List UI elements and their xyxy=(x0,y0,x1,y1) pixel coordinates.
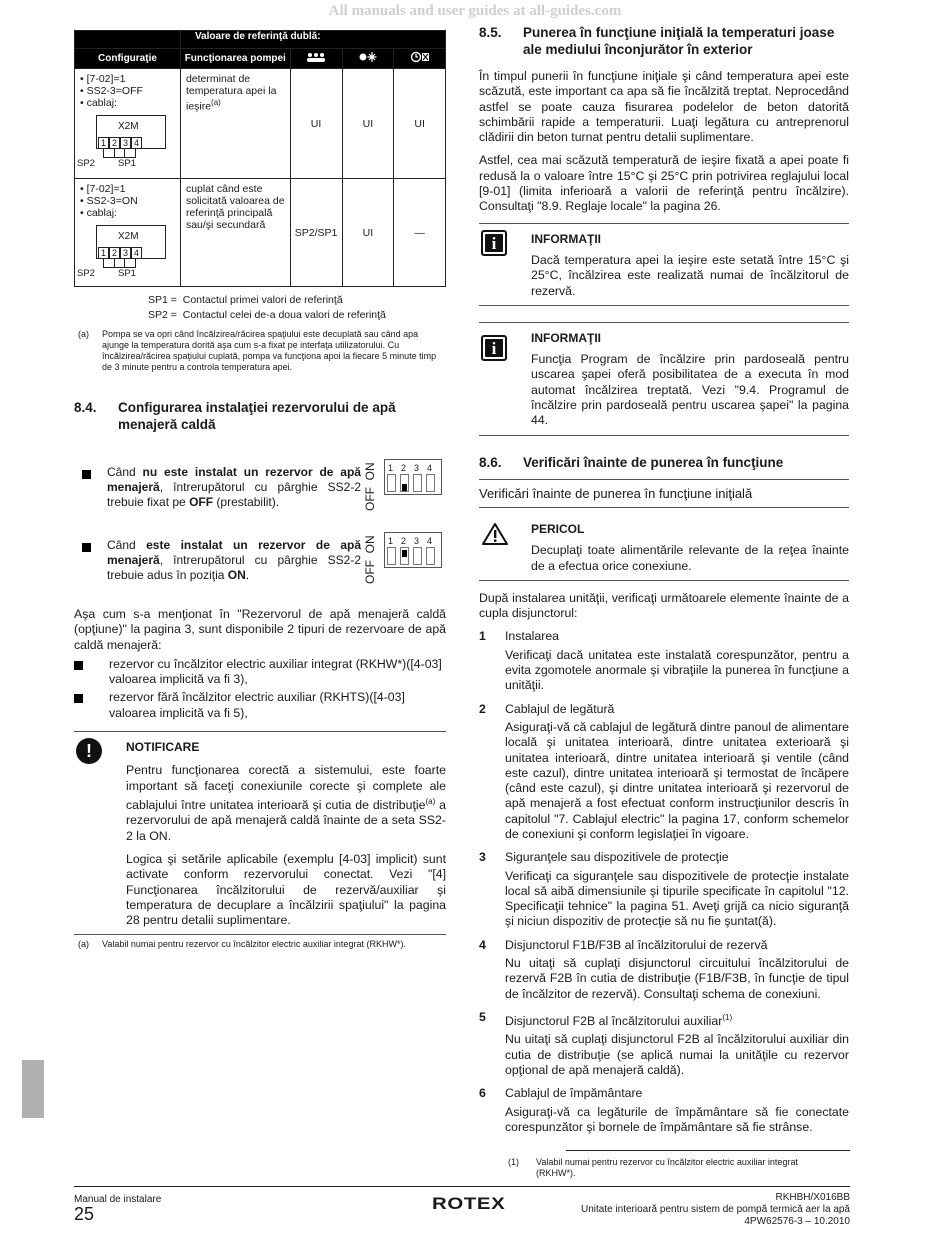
sp-legend: SP1 = Contactul primei valori de referinţă SP2 = Contactul celei de-a doua valori de referinţă xyxy=(148,294,386,321)
notice-box: ! NOTIFICARE Pentru funcţionarea corectă a sistemului, este foarte important să faceţi conexiunile corecte şi complete ale cablajului între unitatea interioară şi cutia de distribuţie$^{(a)}$ a rezervorului de apă menajeră caldă înainte de a seta SS2-2 la ON. Logica şi setările aplicabile (exemplu [4-03] implicit) sunt activate conform rezervorului conectat. Vezi "[4] Funcţionarea încălzitorului de rezervă/auxiliar şi temperatura de decuplare a încălzirii spaţiului" la pagina 28 pentru detalii suplimentare. xyxy=(74,731,446,935)
tank-intro: Aşa cum s-a menţionat în "Rezervorul de apă menajeră caldă (opţiune)" la pagina 3, sunt disponibile 2 tipuri de rezervoare de apă caldă menajeră: xyxy=(74,607,446,652)
right-footnote: (1) Valabil numai pentru rezervor cu încălzitor electric auxiliar integrat (RKHW*). xyxy=(566,1150,850,1179)
list-item: 1 Instalarea Verificaţi dacă unitatea este instalată corespunzător, pentru a evita zgomotele anormale şi vibraţiile la punerea în funcţiune a unităţii. xyxy=(479,629,849,693)
tank-types-list xyxy=(74,657,446,721)
list-item: 5 Disjunctorul F2B al încălzitorului auxiliar$^{(1)}$ Nu uitaţi să cuplaţi disjunctorul F2B al încălzitorului auxiliar din cutia de distribuţie (se aplică numai la unităţile cu rezervor opţional de apă menajeră caldă). xyxy=(479,1009,849,1077)
danger-box: PERICOL Decuplaţi toate alimentările relevante de la reţea înainte de a efectua orice conexiune. xyxy=(479,516,849,581)
info-icon: i xyxy=(481,335,507,361)
section-8-4-heading: 8.4. Configurarea instalaţiei rezervorului de apă menajeră caldă xyxy=(74,400,396,432)
info-box-2: i INFORMAŢII Funcţia Program de încălzire prin pardoseală pentru uscarea şapei oferă posibilitatea de a executa în mod automat încălzirea treptată. Vezi "9.4. Programul de încălzire prin pardoseală pentru uscarea şapei" la pagina 44. xyxy=(479,322,849,436)
list-item: 3 Siguranţele sau dispozitivele de protecţie Verificaţi ca siguranţele sau dispozitivele de protecţie instalate local să aibă dimensiunile şi tipurile specificate în capitolul "12. Specificaţii tehnice" la pagina 51. Aveţi grijă ca nicio siguranţă şi niciun dispozitiv de protecţie să nu fie şuntat(ă). xyxy=(479,850,849,929)
dip-switch-off: OFF ON 1 2 3 4 xyxy=(364,459,444,507)
col-config: Configuraţie xyxy=(75,49,181,69)
page-tab-marker xyxy=(22,1060,44,1118)
list-item: 4 Disjunctorul F1B/F3B al încălzitorului de rezervă Nu uitaţi să cuplaţi disjunctorul circuitului încălzitorului de rezervă F2B în cutia de distribuţie (F1B/F3B, în funcţie de tipul de încălzitor de rezervă). Consultaţi schema de conexiuni. xyxy=(479,937,849,1001)
list-item: 2 Cablajul de legătură Asiguraţi-vă că cablajul de legătură dintre panoul de alimentare locală şi unitatea interioară, dintre unitatea exterioară şi unitatea interioară, dintre unitatea interioară şi ventile (când este cazul), dintre unitatea interioară şi termostat de încăpere (când este cazul), şi dintre unitatea interioară şi rezervorul de apă menajeră a fost efectuat conform instrucţiunilor descris în capitolul "7. Cablajul electric" la pagina 17, conform schemelor de conexiuni şi conform legislaţiei în vigoare. xyxy=(479,701,849,841)
sun-snow-icon xyxy=(358,51,378,63)
config-table: Valoare de referinţă dublă: Configuraţie Funcţionarea pompei • [7-02]=1 • SS2-3=OFF • cablaj: X2M 1 2 3 4 SP2 SP1 determinat de temperatura apei la ieşire$^{(a)}$ UI UI UI • [7-02]=1 • SS2-3=ON • cablaj: X2M 1 2 3 4 SP2 SP1 cuplat când este solicitată valoarea de referinţă principală sau/şi secundară SP2/SP1 UI — xyxy=(74,30,446,287)
checks-list xyxy=(479,629,849,1135)
info-box-1: i INFORMAŢII Dacă temperatura apei la ieşire este setată între 15°C şi 25°C, încălzirea este realizată numai de încălzitorul de rezervă. xyxy=(479,223,849,306)
row1-config: • [7-02]=1 • SS2-3=OFF • cablaj: X2M 1 2 3 4 SP2 SP1 xyxy=(75,69,181,179)
switch-off-item: Când nu este instalat un rezervor de apă menajeră, întrerupătorul cu pârghie SS2-2 trebuie fixat pe OFF (prestabilit). OFF ON 1 2 3 4 xyxy=(74,465,446,510)
watermark: All manuals and user guides at all-guides.com xyxy=(328,3,622,19)
table-footnote: (a) Pompa se va opri când încălzirea/răcirea spaţiului este decuplată sau când apa ajunge la temperatura dorită aşa cum s-a fixat pe interfaţa utilizatorului. Cu încălzirea/răcirea spaţiului cuplată, pompa va funcţiona apoi la fiecare 5 minute timp de 3 minute pentru a controla temperatura apei. xyxy=(78,329,437,372)
section-8-6-heading: 8.6. Verificări înainte de punerea în funcţiune xyxy=(479,454,784,470)
list-item: rezervor cu încălzitor electric auxiliar integrat (RKHW*)([4-03] valoarea implicită va fi 3), xyxy=(74,657,446,688)
list-item: 6 Cablajul de împământare Asiguraţi-vă ca legăturile de împământare să fie conectate corespunzător şi bornele de împământare să fie strânse. xyxy=(479,1086,849,1134)
exclamation-icon: ! xyxy=(76,738,102,764)
col-pump: Funcţionarea pompei xyxy=(180,49,290,69)
rotex-logo: ROTEX xyxy=(432,1194,506,1213)
page-footer xyxy=(74,1186,850,1227)
dip-switch-on: OFF ON 1 2 3 4 xyxy=(364,532,444,580)
left-column xyxy=(74,30,446,950)
clock-icon xyxy=(410,51,430,63)
switch-on-item: Când este instalat un rezervor de apă menajeră, întrerupătorul cu pârghie SS2-2 trebuie adus în poziţia ON. OFF ON 1 2 3 4 xyxy=(74,538,446,583)
info-icon: i xyxy=(481,230,507,256)
page-number: 25 xyxy=(74,1204,95,1224)
x2m-diagram: X2M 1 2 3 4 SP2 SP1 xyxy=(80,115,168,169)
doc-info: RKHBH/X016BB Unitate interioară pentru sistem de pompă termică aer la apă 4PW62576-3 – 10.2010 xyxy=(580,1192,850,1227)
list-item: rezervor fără încălzitor electric auxiliar (RKHTS)([4-03] valoarea implicită va fi 5), xyxy=(74,690,446,721)
manual-label: Manual de instalare xyxy=(74,1194,162,1205)
people-icon xyxy=(306,52,326,62)
row1-pump: determinat de temperatura apei la ieşire$^{(a)}$ xyxy=(180,69,290,179)
table-top-header: Valoare de referinţă dublă: xyxy=(180,31,445,49)
x2m-diagram: X2M 1 2 3 4 SP2 SP1 xyxy=(80,225,168,279)
subsection-title: Verificări înainte de punerea în funcţiune iniţială xyxy=(479,479,849,508)
row2-config: • [7-02]=1 • SS2-3=ON • cablaj: X2M 1 2 3 4 SP2 SP1 xyxy=(75,179,181,287)
section-8-5-heading: 8.5. Punerea în funcţiune iniţială la temperaturi joase ale mediului înconjurător în exterior xyxy=(479,25,835,57)
warning-triangle-icon xyxy=(481,522,509,546)
notice-footnote: (a) Valabil numai pentru rezervor cu încălzitor electric auxiliar integrat (RKHW*). xyxy=(78,939,406,950)
row2-pump: cuplat când este solicitată valoarea de referinţă principală sau/şi secundară xyxy=(180,179,290,287)
right-column: 8.5. Punerea în funcţiune iniţială la temperaturi joase ale mediului înconjurător în exterior În timpul punerii în funcţiune iniţiale şi când temperatura apei este scăzută, este important ca apa să fie încălzită treptat. Neprocedând astfel se poate cauza fisurarea podelelor de beton datorită schimbării rapide a temperaturii. Luaţi legătura cu antreprenorul clădirii din beton turnat pentru detalii suplimentare. Astfel, cea mai scăzută temperatură de ieşire fixată a apei poate fi redusă la o valoare între 15°C şi 25°C prin potrivirea reglajului local [9-01] (limita inferioară a valorii de referinţă pentru încălzire). Consultaţi "8.9. Reglaje locale" la pagina 26. i INFORMAŢII Dacă temperatura apei la ieşire este setată între 15°C şi 25°C, încălzirea este realizată numai de încălzitorul de rezervă. i INFORMAŢII Funcţia Program de încălzire prin pardoseală pentru uscarea şapei oferă posibilitatea de a executa în mod automat încălzirea treptată. Vezi "9.4. Programul de încălzire prin pardoseală pentru uscarea şapei" la pagina 44. 8.6. Verificări înainte de punerea în funcţiune Verificări înainte de punerea în funcţiune iniţială PERICOL Decuplaţi toate alimentările relevante de la reţea înainte de a efectua orice conexiune. După instalarea unităţii, verificaţi următoarele elemente înainte de a cupla disjunctorul: 1 Instalarea Verificaţi dacă unitatea este instalată corespunzător, pentru a evita zgomotele anormale şi vibraţiile la punerea în funcţiune a unităţii. 2 Cablajul de legătură Asiguraţi-vă că cablajul de legătură dintre panoul de alimentare locală şi unitatea interioară, dintre unitatea exterioară şi unitatea interioară, dintre unitatea interioară şi ventile (când este cazul), dintre unitatea interioară şi termostat de încăpere (când este cazul), şi dintre unitatea interioară şi rezervorul de apă menajeră a fost efectuat conform instrucţiunilor descris în capitolul "7. Cablajul electric" la pagina 17, conform schemelor de conexiuni şi conform legislaţiei în vigoare. 3 Siguranţele sau dispozitivele de protecţie Verificaţi ca siguranţele sau dispozitivele de protecţie instalate local să aibă dimensiunile şi tipurile specificate în capitolul "12. Specificaţii tehnice" la pagina 51. Aveţi grijă ca nicio siguranţă şi niciun dispozitiv de protecţie să nu fie şuntat(ă). 4 Disjunctorul F1B/F3B al încălzitorului de rezervă Nu uitaţi să cuplaţi disjunctorul circuitului încălzitorului de rezervă F2B în cutia de distribuţie (F1B/F3B, în funcţie de tipul de încălzitor de rezervă). Consultaţi schema de conexiuni. 5 Disjunctorul F2B al încălzitorului auxiliar$^{(1)}$ Nu uitaţi să cuplaţi disjunctorul F2B al încălzitorului auxiliar din cutia de distribuţie (se aplică numai la unităţile cu rezervor opţional de apă menajeră caldă). 6 Cablajul de împământare Asiguraţi-vă ca legăturile de împământare să fie conectate corespunzător şi bornele de împământare să fie strânse. xyxy=(479,25,849,1134)
